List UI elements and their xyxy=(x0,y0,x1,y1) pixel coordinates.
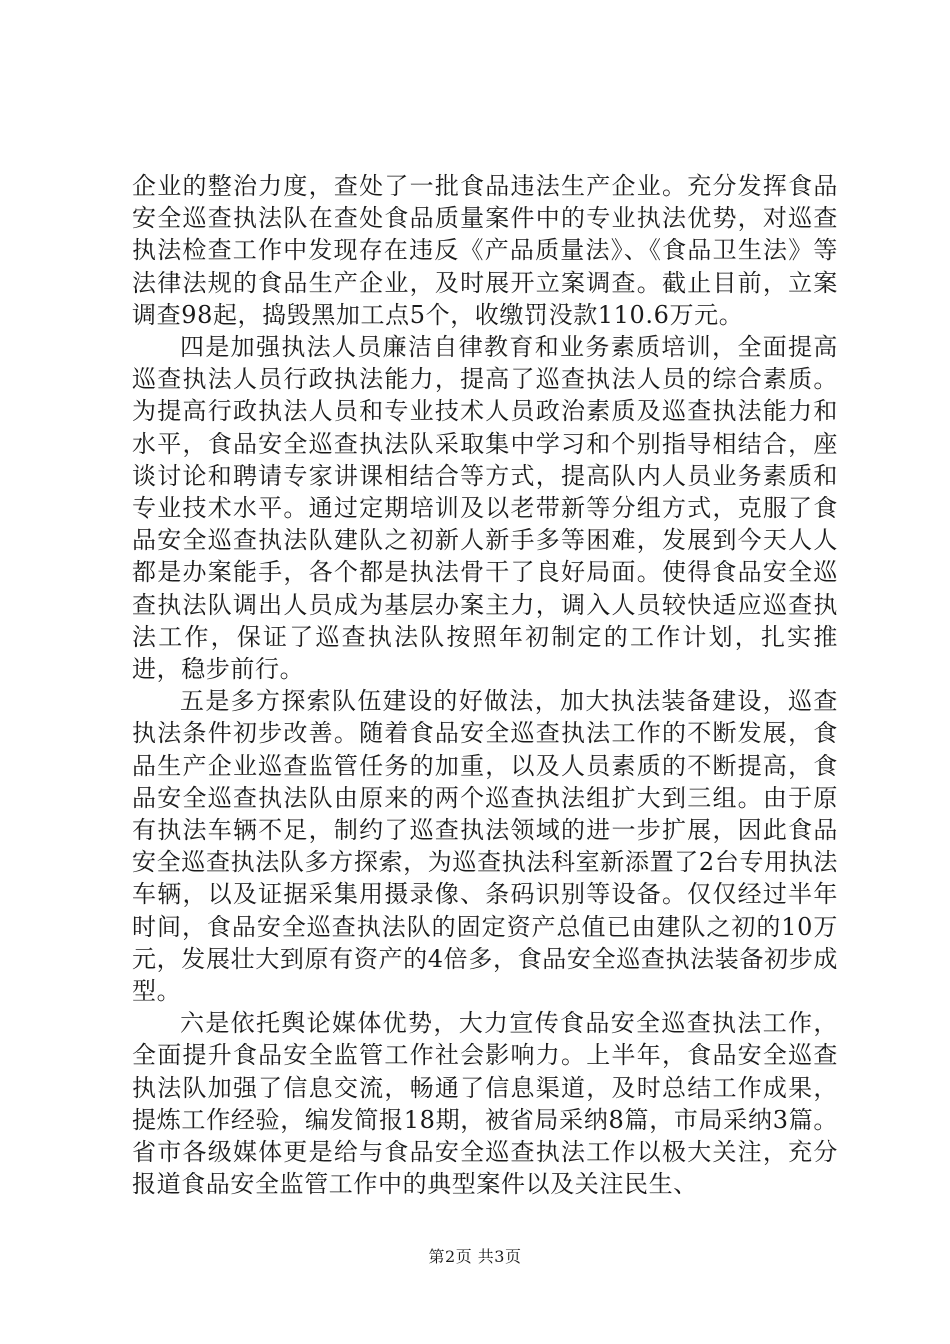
paragraph-four: 四是加强执法人员廉洁自律教育和业务素质培训，全面提高巡查执法人员行政执法能力，提高了巡查执法人员的综合素质。为提高行政执法人员和专业技术人员政治素质及巡查执法能力和水平，食品安全巡查执法队采取集中学习和个别指导相结合，座谈讨论和聘请专家讲课相结合等方式，提高队内人员业务素质和专业技术水平。通过定期培训及以老带新等分组方式，克服了食品安全巡查执法队建队之初新人新手多等困难，发展到今天人人都是办案能手，各个都是执法骨干了良好局面。使得食品安全巡查执法队调出人员成为基层办案主力，调入人员较快适应巡查执法工作，保证了巡查执法队按照年初制定的工作计划，扎实推进，稳步前行。 xyxy=(132,333,838,684)
document-body xyxy=(132,170,838,1201)
page-number-footer: 第2页 共3页 xyxy=(428,1247,522,1266)
paragraph-five: 五是多方探索队伍建设的好做法，加大执法装备建设，巡查执法条件初步改善。随着食品安全巡查执法工作的不断发展，食品生产企业巡查监管任务的加重，以及人员素质的不断提高，食品安全巡查执法队由原来的两个巡查执法组扩大到三组。由于原有执法车辆不足，制约了巡查执法领域的进一步扩展，因此食品安全巡查执法队多方探索，为巡查执法科室新添置了2台专用执法车辆，以及证据采集用摄录像、条码识别等设备。仅仅经过半年时间，食品安全巡查执法队的固定资产总值已由建队之初的10万元，发展壮大到原有资产的4倍多，食品安全巡查执法装备初步成型。 xyxy=(132,687,838,1006)
paragraph-six: 六是依托舆论媒体优势，大力宣传食品安全巡查执法工作，全面提升食品安全监管工作社会影响力。上半年，食品安全巡查执法队加强了信息交流，畅通了信息渠道，及时总结工作成果，提炼工作经验，编发简报18期，被省局采纳8篇，市局采纳3篇。省市各级媒体更是给与食品安全巡查执法工作以极大关注，充分报道食品安全监管工作中的典型案件以及关注民生、 xyxy=(132,1009,838,1199)
paragraph-continuation: 企业的整治力度，查处了一批食品违法生产企业。充分发挥食品安全巡查执法队在查处食品质量案件中的专业执法优势，对巡查执法检查工作中发现存在违反《产品质量法》、《食品卫生法》等法律法规的食品生产企业，及时展开立案调查。截止目前，立案调查98起，捣毁黑加工点5个，收缴罚没款110.6万元。 xyxy=(132,172,838,329)
